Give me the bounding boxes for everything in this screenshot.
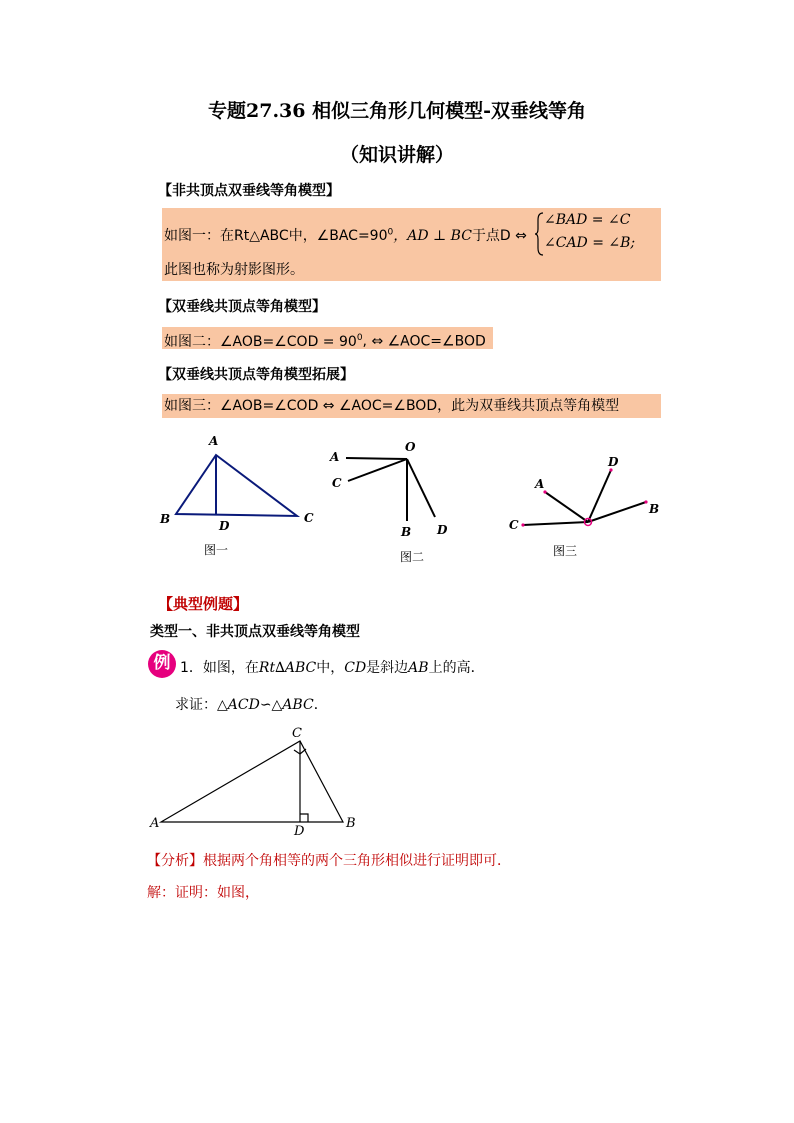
fig1-label-A: A xyxy=(209,434,219,448)
section2-heading: 【双垂线共顶点等角模型】 xyxy=(158,299,326,315)
section1-line1-suffix: 于点D ⇔ xyxy=(471,228,527,244)
analysis-text: 【分析】根据两个角相等的两个三角形相似进行证明即可． xyxy=(147,853,511,869)
problem-math3: AB xyxy=(408,660,429,676)
section3-heading: 【双垂线共顶点等角模型拓展】 xyxy=(158,367,354,383)
example-label-D: D xyxy=(294,824,305,839)
section1-line2: 此图也称为射影图形。 xyxy=(164,262,304,278)
page-subtitle: （知识讲解） xyxy=(339,144,454,166)
problem-mid2: 是斜边 xyxy=(366,660,409,676)
example-label-B: B xyxy=(346,816,356,831)
fig1-caption: 图一 xyxy=(204,543,229,557)
fig3-label-B: B xyxy=(649,502,660,516)
fig1-label-B: B xyxy=(160,512,171,526)
fig2-label-A: A xyxy=(330,450,340,464)
fig1-label-C: C xyxy=(304,511,314,525)
section2-text-prefix: 如图二：∠AOB=∠COD = 90 xyxy=(164,333,357,350)
page-title: 专题27.36 相似三角形几何模型-双垂线等角 xyxy=(208,100,586,122)
problem-prefix: 1．如图，在 xyxy=(180,660,259,676)
section1-heading: 【非共顶点双垂线等角模型】 xyxy=(158,183,340,199)
fig2-label-D: D xyxy=(437,523,448,537)
prove-suffix: ． xyxy=(313,697,328,713)
section1-line1-sup: 0 xyxy=(387,227,394,238)
examples-heading: 【典型例题】 xyxy=(158,595,249,613)
problem-math1: Rt∆ABC xyxy=(258,660,317,676)
section1-line1-prefix: 如图一：在Rt△ABC中，∠BAC=90 xyxy=(164,228,388,244)
example-right-angle-D xyxy=(300,814,308,822)
example-badge: 例 xyxy=(148,650,176,678)
example-label-C: C xyxy=(292,726,302,741)
fig2-caption: 图二 xyxy=(400,550,425,564)
example-triangle xyxy=(161,741,343,822)
problem-suffix: 上的高． xyxy=(428,660,485,676)
fig3-label-D: D xyxy=(608,455,619,469)
section3-text-prefix: 如图三：∠AOB=∠COD ⇔ ∠AOC=∠BOD， xyxy=(164,398,452,414)
fig2-label-O: O xyxy=(405,440,416,454)
problem-math2: CD xyxy=(344,660,367,676)
fig1-label-D: D xyxy=(219,519,230,533)
fig3-caption: 图三 xyxy=(553,544,578,558)
fig2-label-B: B xyxy=(401,525,412,539)
prove-math: △ACD∽△ABC xyxy=(217,697,314,713)
section2-text-suffix: , ⇔ ∠AOC=∠BOD xyxy=(362,333,486,350)
prove-prefix: 求证： xyxy=(175,697,217,713)
brace-bottom: ∠CAD = ∠B; xyxy=(544,235,636,251)
problem-mid: 中， xyxy=(316,660,345,676)
brace-top: ∠BAD = ∠C xyxy=(544,212,631,228)
section3-text-suffix: 此为双垂线共顶点等角模型 xyxy=(451,398,620,414)
fig3-label-A: A xyxy=(535,477,545,491)
type1-heading: 类型一、非共顶点双垂线等角模型 xyxy=(150,624,360,640)
example-label-A: A xyxy=(150,816,160,831)
solution-text: 解：证明：如图， xyxy=(147,885,259,901)
fig3-label-C: C xyxy=(509,518,519,532)
section2-text-sup: 0 xyxy=(356,333,363,343)
section1-line1-mid: ，AD ⊥ BC xyxy=(393,228,472,244)
fig2-label-C: C xyxy=(332,476,342,490)
